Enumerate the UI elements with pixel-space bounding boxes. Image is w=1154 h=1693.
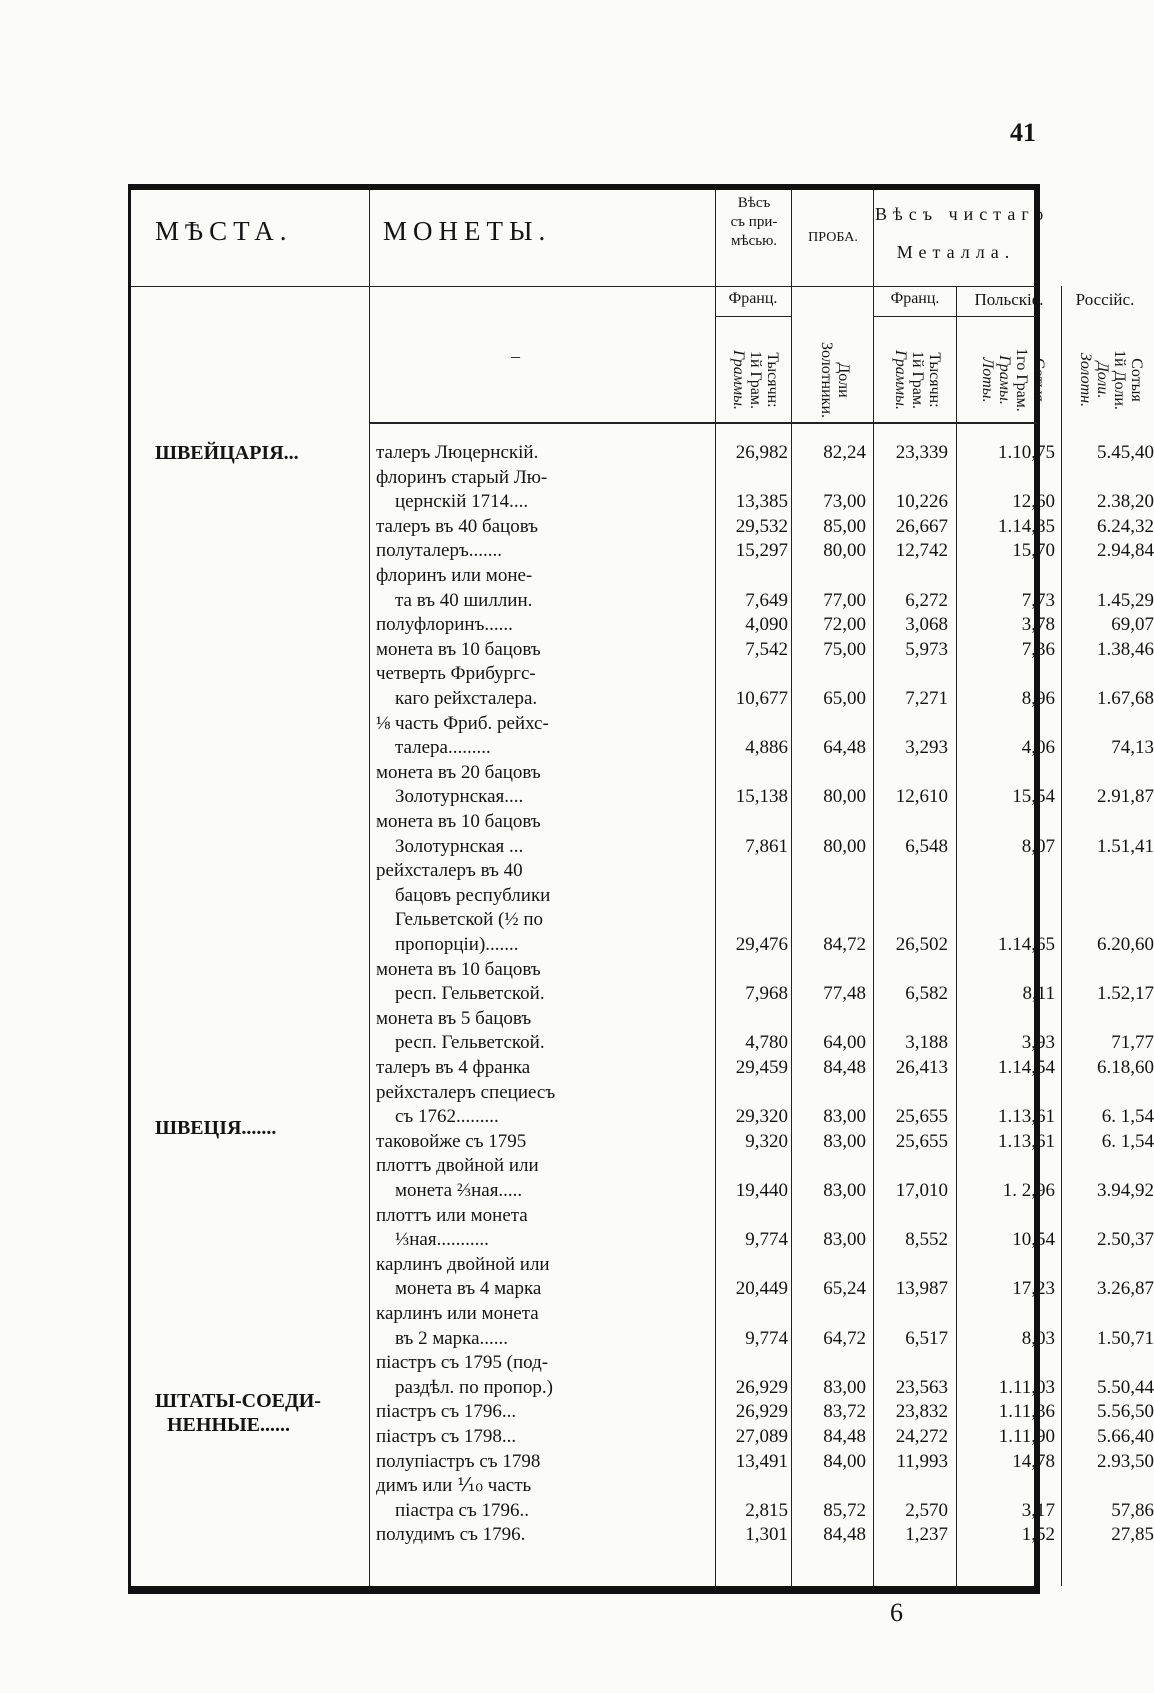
coin-name: рейхсталеръ специесъ <box>376 1081 556 1103</box>
value-cell: 74,13 <box>1111 737 1154 759</box>
coin-name: ⅓ная........... <box>376 1229 489 1251</box>
table-row <box>131 834 1154 859</box>
value-cell: 8,07 <box>1021 835 1055 857</box>
table-row <box>131 538 1154 563</box>
signature-mark: 6 <box>890 1598 903 1627</box>
coin-name: талера......... <box>376 737 491 759</box>
table-row <box>131 1301 1037 1326</box>
coin-name: респ. Гельветской. <box>376 1032 545 1054</box>
value-cell: 1.51,41 <box>1097 835 1154 857</box>
value-cell: 73,00 <box>823 491 866 513</box>
coin-name: въ 2 марка...... <box>376 1327 509 1349</box>
coin-name: монета въ 10 бацовъ <box>376 958 541 980</box>
value-cell: 64,48 <box>823 737 866 759</box>
coin-name: бацовъ республики <box>376 884 551 906</box>
value-cell: 3,068 <box>905 614 948 636</box>
coin-name: полуталеръ....... <box>376 540 503 562</box>
coin-name: монета въ 10 бацовъ <box>376 811 541 832</box>
value-cell: 80,00 <box>823 835 866 857</box>
value-cell: 1.38,46 <box>1097 638 1154 660</box>
value-cell: 11,993 <box>896 1450 948 1472</box>
value-cell: 69,07 <box>1111 614 1154 636</box>
value-cell: 13,491 <box>735 1450 788 1472</box>
header-places: МѢСТА. <box>155 216 293 246</box>
value-cell: 5.45,40 <box>1097 442 1154 463</box>
coin-name: Золотурнская ... <box>376 835 524 857</box>
place-switzerland: ШВЕЙЦАРІЯ... <box>155 442 299 464</box>
value-cell: 4,090 <box>745 614 788 636</box>
value-cell: 5.66,40 <box>1097 1426 1154 1447</box>
place-sweden: ШВЕЦІЯ....... <box>155 1117 277 1139</box>
unit-polish: Сотыя 1го Грам. Грамы. Лоты. <box>979 348 1047 412</box>
value-cell: 57,86 <box>1111 1499 1154 1521</box>
value-cell: 4,886 <box>745 737 788 759</box>
value-cell: 7,271 <box>905 688 948 709</box>
value-cell: 5,973 <box>905 638 948 660</box>
value-cell: 29,320 <box>735 1106 788 1128</box>
value-cell: 6,272 <box>905 589 948 611</box>
unit-french: Тысячн: 1й Грам. Граммы. <box>892 350 943 410</box>
coin-name: та въ 40 шиллин. <box>376 589 533 611</box>
value-cell: 7,542 <box>745 638 788 660</box>
value-cell: 1,237 <box>905 1524 948 1546</box>
coin-name: піастра съ 1796.. <box>376 1499 530 1521</box>
value-cell: 17,010 <box>895 1180 948 1201</box>
value-cell: 9,774 <box>745 1327 788 1349</box>
value-cell: 80,00 <box>823 540 866 562</box>
value-cell: 2.50,37 <box>1097 1229 1154 1251</box>
table-row <box>131 1055 1154 1080</box>
header-rule <box>131 286 1037 287</box>
value-cell: 1.14,85 <box>998 515 1055 537</box>
table-row <box>131 637 1154 662</box>
value-cell: 1.11,03 <box>998 1376 1055 1398</box>
coin-name: карлинъ двойной или <box>376 1253 550 1275</box>
value-cell: 6.24,32 <box>1097 515 1154 537</box>
subheader-rule <box>873 316 1037 317</box>
value-cell: 83,72 <box>823 1401 866 1423</box>
coin-name: плоттъ двойной или <box>376 1155 539 1177</box>
value-cell: 2.38,20 <box>1097 491 1154 513</box>
coin-name: цернскій 1714.... <box>376 491 529 513</box>
header-coins: МОНЕТЫ. <box>383 216 552 246</box>
value-cell: 77,48 <box>823 983 866 1005</box>
value-cell: 7,861 <box>745 835 788 857</box>
value-cell: 13,987 <box>895 1278 948 1300</box>
subheader-rule <box>715 316 791 317</box>
value-cell: 80,00 <box>823 786 866 808</box>
value-cell: 3,17 <box>1021 1499 1055 1521</box>
table-row <box>131 1006 1037 1031</box>
table-row <box>131 465 1037 490</box>
value-cell: 3.94,92 <box>1097 1180 1154 1201</box>
coin-name: пропорціи)....... <box>376 934 519 955</box>
coin-name: полупіастръ съ 1798 <box>376 1450 541 1472</box>
value-cell: 8,552 <box>905 1229 948 1251</box>
subheader-french: Франц. <box>728 290 778 307</box>
table-row <box>131 1424 1154 1449</box>
value-cell: 26,502 <box>895 934 948 955</box>
value-cell: 2,570 <box>905 1499 948 1521</box>
table-row <box>131 1375 1154 1400</box>
coin-name: каго рейхсталера. <box>376 688 538 709</box>
table-row <box>131 1350 1037 1375</box>
table-row <box>131 858 1037 883</box>
coin-name: монета въ 20 бацовъ <box>376 761 541 783</box>
coin-name: плоттъ или монета <box>376 1204 528 1226</box>
value-cell: 27,089 <box>735 1426 788 1447</box>
coin-name: монета въ 5 бацовъ <box>376 1007 532 1029</box>
coin-name: респ. Гельветской. <box>376 983 545 1005</box>
value-cell: 3.26,87 <box>1097 1278 1154 1300</box>
coin-name: піастръ съ 1798... <box>376 1426 517 1447</box>
value-cell: 1.11,36 <box>998 1401 1055 1423</box>
table-row <box>131 1449 1154 1474</box>
table-row <box>131 809 1037 834</box>
value-cell: 12,742 <box>895 540 948 562</box>
coin-name: монета въ 10 бацовъ <box>376 638 541 660</box>
unit-fineness: Доли Золотники. <box>818 341 852 419</box>
value-cell: 7,73 <box>1021 589 1055 611</box>
table-row <box>131 661 1037 686</box>
table-row <box>131 907 1037 932</box>
value-cell: 29,476 <box>735 934 788 955</box>
coin-name: Золотурнская.... <box>376 786 524 808</box>
value-cell: 26,982 <box>735 442 788 463</box>
value-cell: 72,00 <box>823 614 866 636</box>
value-cell: 77,00 <box>823 589 866 611</box>
value-cell: 71,77 <box>1111 1032 1154 1054</box>
table-row <box>131 1522 1154 1547</box>
value-cell: 12,610 <box>895 786 948 808</box>
value-cell: 83,00 <box>823 1106 866 1128</box>
table-row <box>131 981 1154 1006</box>
value-cell: 15,54 <box>1012 786 1055 808</box>
coin-name: флоринъ старый Лю- <box>376 466 548 488</box>
value-cell: 6.18,60 <box>1097 1057 1154 1078</box>
value-cell: 17,23 <box>1012 1278 1055 1300</box>
coin-name: димъ или ⅒ часть <box>376 1475 532 1497</box>
coin-name: флоринъ или моне- <box>376 565 533 586</box>
value-cell: 3,188 <box>905 1032 948 1054</box>
table-row <box>131 760 1037 785</box>
value-cell: 26,667 <box>895 515 948 537</box>
value-cell: 3,93 <box>1021 1032 1055 1054</box>
value-cell: 15,138 <box>735 786 788 808</box>
value-cell: 4,780 <box>745 1032 788 1054</box>
subheader-french-2: Франц. <box>890 290 940 307</box>
table-row <box>131 1252 1037 1277</box>
table-row <box>131 957 1037 982</box>
col-rule <box>1061 286 1062 1586</box>
coin-name: талеръ въ 4 франка <box>376 1057 531 1078</box>
value-cell: 84,48 <box>823 1524 866 1546</box>
value-cell: 83,00 <box>823 1229 866 1251</box>
table-row <box>131 1473 1037 1498</box>
value-cell: 27,85 <box>1111 1524 1154 1546</box>
table-row <box>131 711 1037 736</box>
value-cell: 12,60 <box>1012 491 1055 513</box>
value-cell: 84,48 <box>823 1426 866 1447</box>
value-cell: 1.14,65 <box>998 934 1055 955</box>
table-row <box>131 932 1154 957</box>
value-cell: 82,24 <box>823 442 866 463</box>
value-cell: 1.67,68 <box>1097 688 1154 709</box>
table-row <box>131 1080 1037 1105</box>
value-cell: 26,929 <box>735 1376 788 1398</box>
value-cell: 1.14,54 <box>998 1057 1055 1078</box>
unit-gross: Тысячн: 1й Грам. Граммы. <box>730 350 781 410</box>
value-cell: 84,00 <box>823 1450 866 1472</box>
coin-name: таковойже съ 1795 <box>376 1130 527 1152</box>
header-fineness: ПРОБА. <box>808 230 858 245</box>
coin-name: піастръ съ 1795 (под- <box>376 1352 549 1374</box>
value-cell: 85,72 <box>823 1499 866 1521</box>
value-cell: 85,00 <box>823 515 866 537</box>
page-number: 41 <box>1010 118 1036 147</box>
value-cell: 5.56,50 <box>1097 1401 1154 1423</box>
value-cell: 1,52 <box>1021 1524 1055 1546</box>
value-cell: 2,815 <box>745 1499 788 1521</box>
value-cell: 1.50,71 <box>1097 1327 1154 1349</box>
value-cell: 1. 2,96 <box>1002 1180 1055 1201</box>
value-cell: 83,00 <box>823 1130 866 1152</box>
coin-name: съ 1762......... <box>376 1106 499 1128</box>
coin-name: талеръ Люцернскій. <box>376 442 539 463</box>
place-united-states-2: НЕННЫЕ...... <box>167 1414 290 1436</box>
value-cell: 7,968 <box>745 983 788 1005</box>
table-row <box>131 1030 1154 1055</box>
value-cell: 1.52,17 <box>1097 983 1154 1005</box>
coin-table <box>128 184 1154 1594</box>
table-row <box>131 686 1154 711</box>
value-cell: 4,06 <box>1021 737 1055 759</box>
coin-name: полуфлоринъ...... <box>376 614 513 636</box>
value-cell: 8,11 <box>1022 983 1055 1005</box>
table-row <box>131 440 1154 465</box>
table-row <box>131 1203 1037 1228</box>
value-cell: 29,532 <box>735 515 788 537</box>
value-cell: 13,385 <box>735 491 788 513</box>
value-cell: 10,677 <box>735 688 788 709</box>
value-cell: 2.91,87 <box>1097 786 1154 808</box>
value-cell: 10,54 <box>1012 1229 1055 1251</box>
subheader-russian: Россійс. <box>1075 290 1135 309</box>
table-row <box>131 883 1037 908</box>
value-cell: 24,272 <box>895 1426 948 1447</box>
table-row <box>131 1399 1154 1424</box>
coin-name: піастръ съ 1796... <box>376 1401 517 1423</box>
table-row <box>131 1227 1154 1252</box>
value-cell: 1.45,29 <box>1097 589 1154 611</box>
table-row <box>131 1178 1154 1203</box>
table-row <box>131 784 1154 809</box>
value-cell: 23,339 <box>895 442 948 463</box>
table-row <box>131 563 1037 588</box>
unit-russian: Сотыя 1й Доли. Доли. Золотн. <box>1077 350 1145 410</box>
coin-name: талеръ въ 40 бацовъ <box>376 515 539 537</box>
value-cell: 8,03 <box>1021 1327 1055 1349</box>
value-cell: 84,48 <box>823 1057 866 1078</box>
value-cell: 7,649 <box>745 589 788 611</box>
value-cell: 6. 1,54 <box>1101 1106 1154 1128</box>
coin-name: монета ⅔ная..... <box>376 1180 523 1201</box>
value-cell: 23,563 <box>895 1376 948 1398</box>
header-pure-weight-2: Металла. <box>896 242 1016 262</box>
table-row <box>131 1498 1154 1523</box>
value-cell: 15,297 <box>735 540 788 562</box>
table-row <box>131 1129 1154 1154</box>
value-cell: 25,655 <box>895 1106 948 1128</box>
value-cell: 15,70 <box>1012 540 1055 562</box>
value-cell: 6,582 <box>905 983 948 1005</box>
value-cell: 7,36 <box>1021 638 1055 660</box>
value-cell: 10,226 <box>895 491 948 513</box>
value-cell: 6. 1,54 <box>1101 1130 1154 1152</box>
value-cell: 2.93,50 <box>1097 1450 1154 1472</box>
coin-name: карлинъ или монета <box>376 1303 539 1324</box>
header-gross-weight: Вѣсъ съ при- мѣсью. <box>730 195 778 249</box>
value-cell: 84,72 <box>823 934 866 955</box>
value-cell: 9,774 <box>745 1229 788 1251</box>
header-pure-weight-1: Вѣсъ чистаго <box>875 204 1050 224</box>
value-cell: 6,517 <box>905 1327 948 1349</box>
value-cell: 26,413 <box>895 1057 948 1078</box>
table-row <box>131 588 1154 613</box>
value-cell: 8,96 <box>1021 688 1055 709</box>
place-united-states-1: ШТАТЫ-СОЕДИ- <box>155 1390 321 1412</box>
value-cell: 20,449 <box>735 1278 788 1300</box>
value-cell: 19,440 <box>735 1180 788 1201</box>
table-row <box>131 612 1154 637</box>
coin-name: ⅛ часть Фриб. рейхс- <box>376 712 549 734</box>
value-cell: 1.13,61 <box>998 1130 1055 1152</box>
value-cell: 1.10,75 <box>998 442 1055 463</box>
value-cell: 1.13,61 <box>998 1106 1055 1128</box>
value-cell: 1,301 <box>745 1524 788 1546</box>
value-cell: 75,00 <box>823 638 866 660</box>
value-cell: 2.94,84 <box>1097 540 1154 562</box>
table-row <box>131 489 1154 514</box>
value-cell: 26,929 <box>735 1401 788 1423</box>
value-cell: 83,00 <box>823 1376 866 1398</box>
table-row <box>131 1153 1037 1178</box>
value-cell: 23,832 <box>895 1401 948 1423</box>
table-row <box>131 735 1154 760</box>
coin-name: раздѣл. по пропор.) <box>376 1376 553 1398</box>
coin-name: монета въ 4 марка <box>376 1278 542 1300</box>
value-cell: 64,00 <box>823 1032 866 1054</box>
value-cell: 3,78 <box>1021 614 1055 636</box>
value-cell: 1.11,90 <box>998 1426 1055 1447</box>
value-cell: 14,78 <box>1012 1450 1055 1472</box>
value-cell: 29,459 <box>735 1057 788 1078</box>
subheader-polish: Польскіе. <box>974 290 1044 309</box>
coin-name: четверть Фрибургс- <box>376 663 536 685</box>
value-cell: 5.50,44 <box>1097 1376 1154 1398</box>
coins-dash: – <box>511 346 520 366</box>
value-cell: 3,293 <box>905 737 948 759</box>
coin-name: полудимъ съ 1796. <box>376 1524 526 1546</box>
table-row <box>131 1326 1154 1351</box>
value-cell: 65,24 <box>823 1278 866 1300</box>
table-row <box>131 1276 1154 1301</box>
value-cell: 83,00 <box>823 1180 866 1201</box>
value-cell: 64,72 <box>823 1327 866 1349</box>
value-cell: 9,320 <box>745 1130 788 1152</box>
table-row <box>131 514 1154 539</box>
value-cell: 65,00 <box>823 688 866 709</box>
value-cell: 6,548 <box>905 835 948 857</box>
coin-name: рейхсталеръ въ 40 <box>376 860 523 882</box>
value-cell: 6.20,60 <box>1097 934 1154 955</box>
value-cell: 25,655 <box>895 1130 948 1152</box>
coin-name: Гельветской (½ по <box>376 909 544 931</box>
table-row <box>131 1104 1154 1129</box>
